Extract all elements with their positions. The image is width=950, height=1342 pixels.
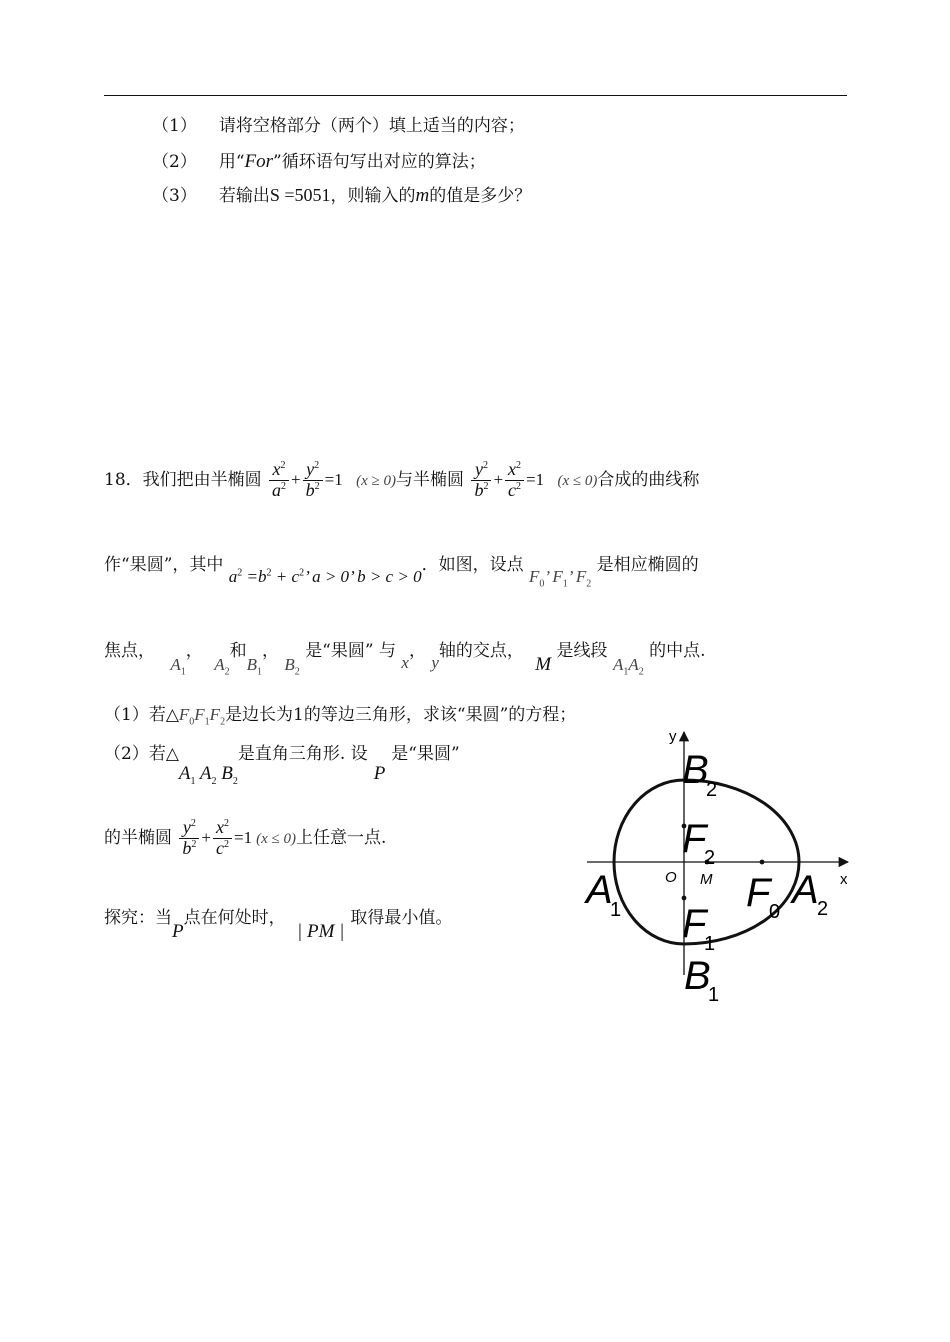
label-f0-sub: 0 xyxy=(769,901,781,923)
label-b2-sub: 2 xyxy=(706,779,718,801)
q18-line-1: 18．我们把由半椭圆 $\frac{x^2}{a^2}$ + $\frac{y^2}{b^2}$ =1 (x ≥ 0)与半椭圆 $\frac{y^2}{b^2}$ + $\frac{x^2}{c^2}$ =1 (x ≤ 0)合成的曲线称 xyxy=(104,459,700,500)
label-a2: A xyxy=(792,868,819,912)
q18-part-2: （2）若$\triangle A_1$ $A_2$ $B_2$是直角三角形. 设P是“果圆” xyxy=(104,744,460,787)
label-f1: F xyxy=(682,902,707,946)
label-m: M xyxy=(700,871,713,888)
label-f0: F xyxy=(746,871,771,915)
q18-line-3: 焦点， $A_1$， $A_2$和$B_1$， $B_2$ 是“果圆” 与 x， y轴的交点， M 是线段 $A_1A_2$ 的中点. xyxy=(104,641,706,678)
abs-pm: | PM | xyxy=(297,921,345,942)
fruit-ellipse-figure xyxy=(560,715,860,1015)
fraction-y2-b2-third: $\frac{y^2}{b^2}$ xyxy=(179,818,199,859)
label-b1: B xyxy=(684,954,711,998)
label-a1: A xyxy=(586,868,613,912)
sub-question-1: （1） 请将空格部分（两个）填上适当的内容； xyxy=(152,116,525,136)
fraction-x2-c2: $\frac{x^2}{c^2}$ xyxy=(505,460,524,501)
label-b2: B xyxy=(682,748,709,792)
label-origin: O xyxy=(665,869,677,886)
relation-abc: $a^2 =b^2 + c^2$’ a > 0’ b > c > 0 xyxy=(228,567,422,586)
label-x-axis: x xyxy=(840,871,848,888)
label-a2-sub: 2 xyxy=(817,898,829,920)
q18-explore: 探究：当P点在何处时， | PM |取得最小值。 xyxy=(104,908,453,942)
label-f2-sub: 2 xyxy=(704,847,716,869)
foci-list: $F_0$’ $F_1$’ $F_2$ xyxy=(528,567,592,590)
label-a1-sub: 1 xyxy=(610,899,622,921)
sub-question-2: （2） 用“For”循环语句写出对应的算法； xyxy=(152,151,486,172)
point-f1 xyxy=(682,896,687,901)
q18-part-2-cont: 的半椭圆 $\frac{y^2}{b^2}$ + $\frac{x^2}{c^2}$ =1 (x ≤ 0)上任意一点. xyxy=(104,817,387,858)
fraction-x2-a2: $\frac{x^2}{a^2}$ xyxy=(269,460,289,501)
sub-question-3: （3） 若输出S =5051，则输入的m的值是多少？ xyxy=(152,185,532,206)
fraction-y2-b2-second: $\frac{y^2}{b^2}$ xyxy=(471,460,491,501)
label-y-axis: y xyxy=(669,728,677,745)
point-f0 xyxy=(760,860,765,865)
label-f1-sub: 1 xyxy=(704,933,716,955)
q18-part-1: （1）若$\triangle F_0F_1F_2$是边长为1的等边三角形，求该“果圆”的方程； xyxy=(104,705,577,728)
label-b1-sub: 1 xyxy=(708,984,720,1006)
label-f2: F xyxy=(682,817,707,861)
fraction-y2-b2: $\frac{y^2}{b^2}$ xyxy=(303,460,323,501)
q18-line-2: 作“果圆”，其中 $a^2 =b^2 + c^2$’ a > 0’ b > c > 0．如图，设点 $F_0$’ $F_1$’ $F_2$ 是相应椭圆的 xyxy=(104,555,699,590)
fraction-x2-c2-second: $\frac{x^2}{c^2}$ xyxy=(213,818,232,859)
header-rule xyxy=(104,95,847,96)
